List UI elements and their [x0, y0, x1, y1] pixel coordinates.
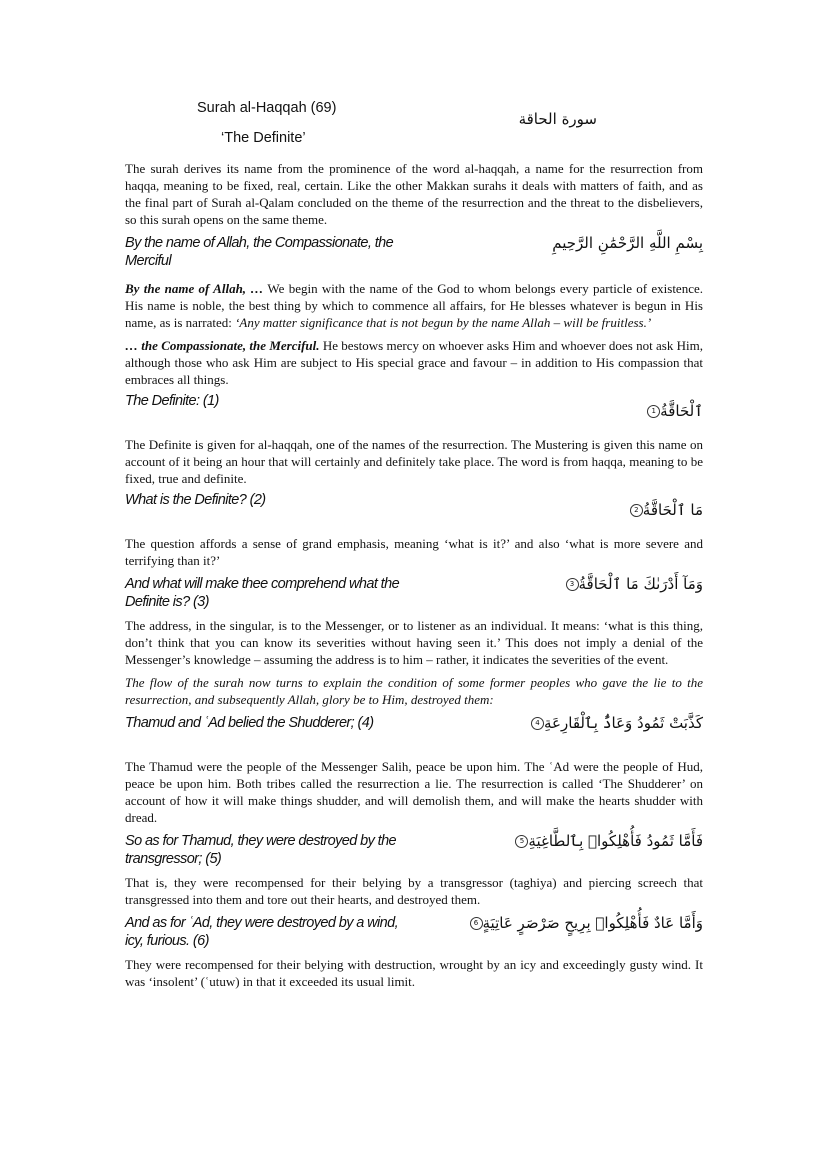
verse-4-english: Thamud and ʿAd belied the Shudderer; (4)	[125, 715, 374, 731]
verse-5	[125, 832, 703, 868]
ayah-number-icon: 6	[470, 917, 483, 930]
transition-paragraph: The flow of the surah now turns to explain the condition of some former peoples who gave the lie to the resurrection, and subsequently Allah, glory be to Him, destroyed them:	[125, 675, 703, 707]
verse-6-english: And as for ʿAd, they were destroyed by a wind, icy, furious. (6)	[125, 915, 399, 949]
verse-1-arabic	[645, 392, 703, 420]
verse-4-arabic	[529, 714, 703, 732]
verse-5-comment: That is, they were recompensed for their belying by a transgressor (taghiya) and piercing screech that transgressed into them and tore out their hearts, and destroyed them.	[125, 875, 703, 907]
ayah-number-icon: 2	[630, 504, 643, 517]
basmala-english: By the name of Allah, the Compassionate, the Merciful	[125, 235, 394, 269]
page-title: Surah al-Haqqah (69)	[197, 100, 337, 116]
basmala-comment-1-lead: By the name of Allah, …	[125, 281, 264, 296]
basmala-comment-2-lead: … the Compassionate, the Merciful.	[125, 338, 320, 353]
verse-3-comment: The address, in the singular, is to the Messenger, or to listener as an individual. It means: ‘what is this thing, don’t think that you can know its severities without having seen it.’ This does not imply a denial of the Messenger’s knowledge – assuming the address is to him – rather, it indicates the severities of the event.	[125, 618, 703, 667]
verse-6-arabic	[468, 914, 703, 932]
page-title-arabic: سورة الحاقة	[518, 110, 597, 128]
verse-5-english: So as for Thamud, they were destroyed by the transgressor; (5)	[125, 833, 397, 867]
verse-2-english: What is the Definite? (2)	[125, 492, 266, 508]
basmala-verse	[125, 234, 703, 270]
verse-1-english: The Definite: (1)	[125, 393, 219, 409]
verse-3-english: And what will make thee comprehend what the Definite is? (3)	[125, 576, 400, 610]
verse-1-arabic-text: ٱلْحَاقَّةُ	[660, 402, 703, 420]
ayah-number-icon: 1	[647, 405, 660, 418]
verse-4	[125, 714, 703, 754]
verse-3-arabic-text: وَمَآ أَدْرَىٰكَ مَا ٱلْحَاقَّةُ	[578, 575, 703, 593]
verse-2	[125, 491, 703, 531]
verse-4-arabic-text: كَذَّبَتْ ثَمُودُ وَعَادٌۢ بِٱلْقَارِعَةِ	[544, 714, 703, 732]
verse-4-comment: The Thamud were the people of the Messenger Salih, peace be upon him. The ʿAd were the people of Hud, peace be upon him. Both tribes called the resurrection a lie. The resurrection is called ‘The Shudderer’ on account of how it will make things shudder, and will demolish them, and will make the hearts shudder with dread.	[125, 759, 703, 825]
ayah-number-icon: 3	[566, 578, 579, 591]
verse-1	[125, 392, 703, 432]
ayah-number-icon: 5	[515, 835, 528, 848]
verse-2-comment: The question affords a sense of grand emphasis, meaning ‘what is it?’ and also ‘what is more severe and terrifying than it?’	[125, 536, 703, 568]
verse-5-arabic-text: فَأَمَّا ثَمُودُ فَأُهْلِكُوا۟ بِٱلطَّاغِيَةِ	[528, 832, 703, 850]
verse-6-arabic-text: وَأَمَّا عَادٌ فَأُهْلِكُوا۟ بِرِيحٍ صَرْصَرٍ عَاتِيَةٍ	[482, 914, 703, 932]
verse-2-arabic-text: مَا ٱلْحَاقَّةُ	[642, 501, 703, 519]
intro-paragraph: The surah derives its name from the prominence of the word al-haqqah, a name for the resurrection from haqqa, meaning to be fixed, real, certain. Like the other Makkan surahs it deals with matters of faith, and as the final part of Surah al-Qalam concluded on the theme of the resurrection and the threat to the disbelievers, so this surah opens on the same theme.	[125, 161, 703, 227]
verse-6	[125, 914, 703, 950]
basmala-comment-1	[125, 280, 703, 331]
verse-6-comment: They were recompensed for their belying with destruction, wrought by an icy and exceedingly gusty wind. It was ‘insolent’ (ʿutuw) in that it exceeded its usual limit.	[125, 957, 703, 989]
header	[125, 100, 703, 160]
verse-1-comment: The Definite is given for al-haqqah, one of the names of the resurrection. The Mustering is given this name on account of it being an hour that will certainly and definitely take place. The word is from haqqa, meaning to be fixed, true and definite.	[125, 437, 703, 486]
basmala-comment-1-quote: ‘Any matter significance that is not begun by the name Allah – will be fruitless.’	[235, 315, 652, 330]
verse-3-arabic	[564, 575, 704, 593]
page-body	[125, 100, 703, 990]
basmala-comment-1-text: We begin with the name of the God to whom belongs every particle of existence. His name is noble, the best thing by which to commence all affairs, for He blesses whatever is begun in His name, as is narrated:	[125, 281, 703, 330]
basmala-comment-2	[125, 337, 703, 388]
verse-2-arabic	[628, 491, 703, 519]
ayah-number-icon: 4	[531, 717, 544, 730]
basmala-comment-2-text: He bestows mercy on whoever asks Him and whoever does not ask Him, although those who ask Him are subject to His special grace and favour – in addition to His compassion that embraces all things.	[125, 338, 703, 387]
page-subtitle: ‘The Definite’	[221, 130, 306, 146]
basmala-arabic: بِسْمِ اللَّهِ الرَّحْمَٰنِ الرَّحِيمِ	[552, 234, 703, 252]
verse-3	[125, 575, 703, 611]
verse-5-arabic	[513, 832, 703, 850]
